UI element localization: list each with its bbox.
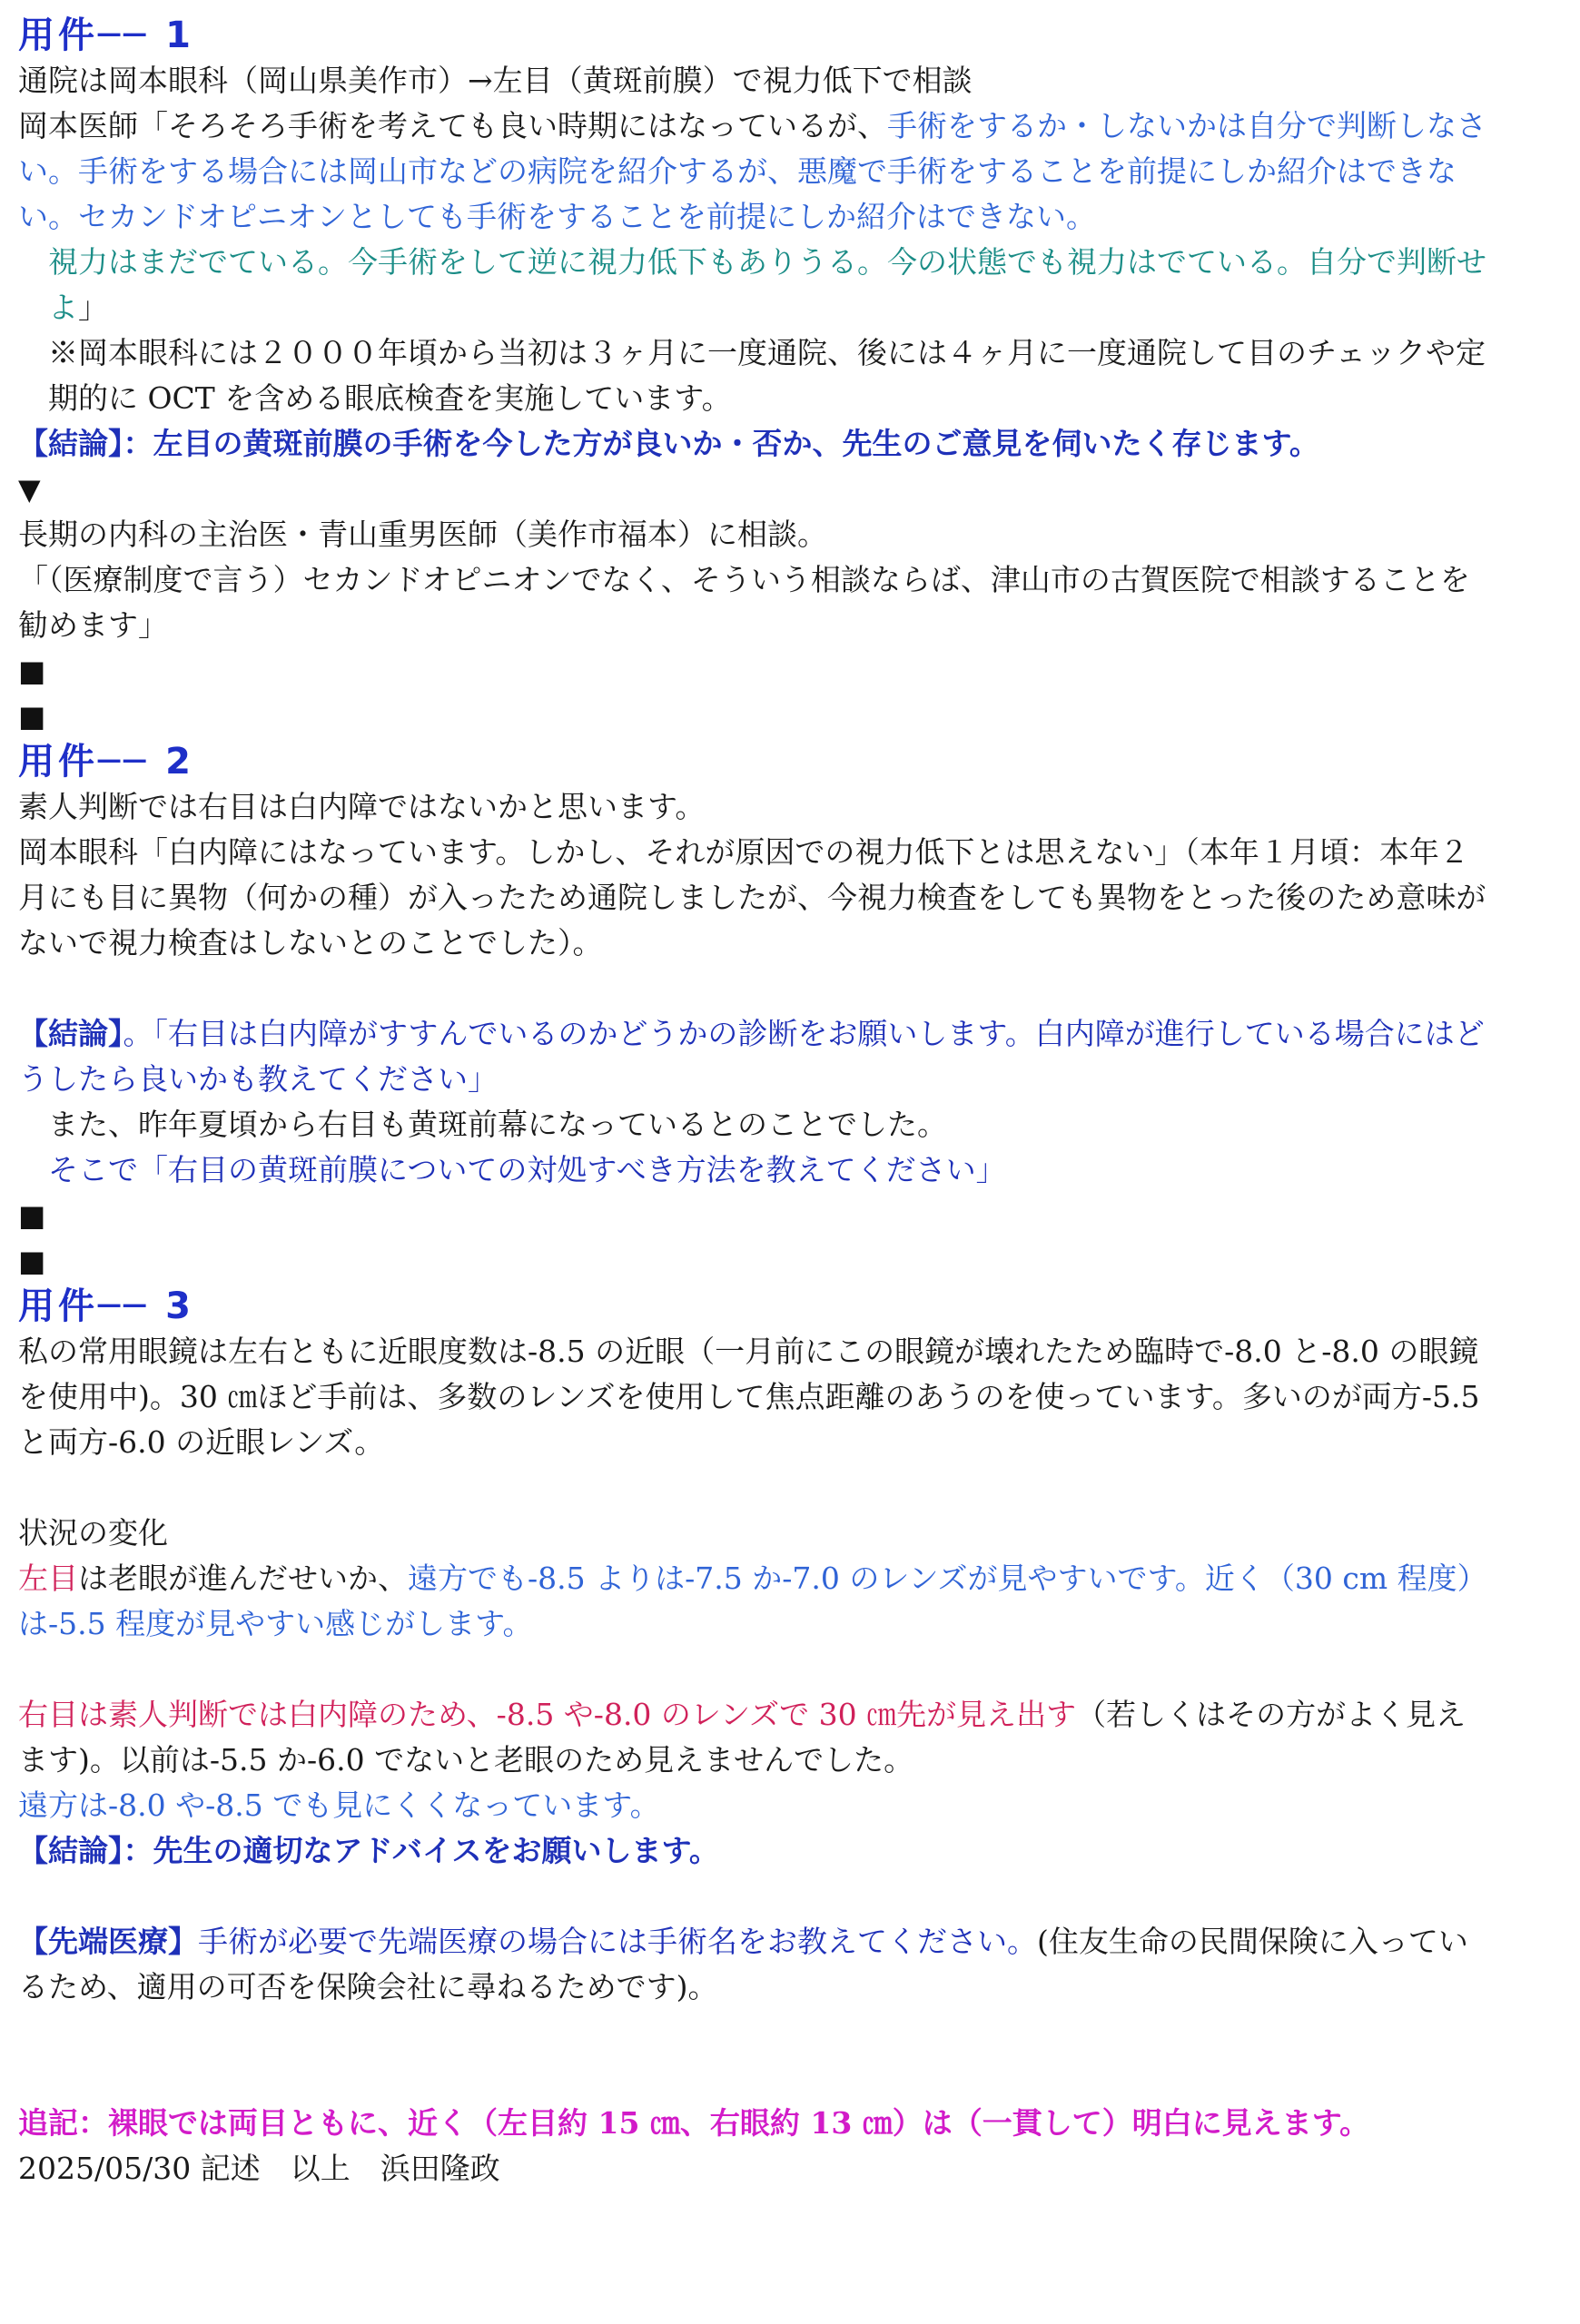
section3-change-title: 状況の変化 [18, 1515, 168, 1551]
section2-line3: また、昨年夏頃から右目も黄斑前幕になっているとのことでした。 [48, 1107, 947, 1142]
section1-quote-teal: 視力はまだでている。今手術をして逆に視力低下もありうる。今の状態でも視力はでている。自分で判断せよ [48, 244, 1486, 325]
section3-right-label: 右目 [18, 1697, 78, 1732]
section3-advanced-blue: 手術が必要で先端医療の場合には手術名をお教えてください。 [198, 1924, 1037, 1959]
section3-left-label: 左目 [18, 1561, 78, 1596]
section2-heading: 用件── 2 [18, 741, 194, 783]
section2-line4: そこで「右目の黄斑前膜についての対処すべき方法を教えてください」 [48, 1152, 1006, 1187]
section3-left-blue: 遠方でも-8.5 よりは-7.5 か-7.0 のレンズが見やすいです。近く（30 cm 程度）は-5.5 程度が見やすい感じがします。 [18, 1561, 1487, 1641]
spacer [18, 966, 1489, 1011]
section1-note: ※岡本眼科には２０００年頃から当初は３ヶ月に一度通院、後には４ヶ月に一度通院して目のチェックや定期的に OCT を含める眼底検査を実施しています。 [48, 335, 1486, 416]
section2-conclusion-text: 。「右目は白内障がすすんでいるのかどうかの診断をお願いします。白内障が進行している場合にはどうしたら良いかも教えてください」 [18, 1016, 1485, 1097]
signature: 2025/05/30 記述 以上 浜田隆政 [18, 2151, 500, 2186]
section3-heading: 用件── 3 [18, 1285, 194, 1327]
arrow-down-icon: ▼ [18, 472, 41, 507]
section2-conclusion-label: 【結論】 [18, 1016, 123, 1051]
separator-square-icon: ■ [18, 1244, 46, 1278]
section2-line1: 素人判断では右目は白内障ではないかと思います。 [18, 789, 706, 824]
section1-conclusion: 【結論】：左目の黄斑前膜の手術を今した方が良いか・否か、先生のご意見を伺いたく存じます。 [18, 426, 1319, 461]
section1-line1: 通院は岡本眼科（岡山県美作市）→左目（黄斑前膜）で視力低下で相談 [18, 63, 973, 98]
section3-right-eye [18, 1692, 1489, 1783]
section3-far-line: 遠方は-8.0 や-8.5 でも見にくくなっています。 [18, 1787, 660, 1823]
section3-advanced-label: 【先端医療】 [18, 1924, 198, 1959]
separator-square-icon: ■ [18, 699, 46, 734]
section2-line2: 岡本眼科「白内障にはなっています。しかし、それが原因での視力低下とは思えない」（本年１月頃：本年２月にも目に異物（何かの種）が入ったため通院しましたが、今視力検査をしても異物をとった後のため意味がないで視力検査はしないとのことでした）。 [18, 834, 1486, 960]
spacer [18, 1874, 1489, 1919]
separator-square-icon: ■ [18, 654, 46, 688]
section1-consult-line: 長期の内科の主治医・青山重男医師（美作市福本）に相談。 [18, 517, 827, 552]
section2-conclusion [18, 1011, 1489, 1102]
section3-line1: 私の常用眼鏡は左右ともに近眼度数は-8.5 の近眼（一月前にこの眼鏡が壊れたため臨時で-8.0 と-8.0 の眼鏡を使用中)。30 ㎝ほど手前は、多数のレンズを使用して焦点距離のあうのを使っています。多いのが両方-5.5 と両方-6.0 の近眼レンズ。 [18, 1334, 1480, 1460]
postscript: 追記：裸眼では両目ともに、近く（左目約 15 ㎝、右眼約 13 ㎝）は（一貫して）明白に見えます。 [18, 2105, 1370, 2141]
section3-right-red: は素人判断では白内障のため、-8.5 や-8.0 のレンズで 30 ㎝先が見え出す [78, 1697, 1077, 1732]
section1-quote-prefix: 岡本医師「そろそろ手術を考えても良い時期にはなっているが、 [18, 108, 887, 143]
section1-consult-quote: 「（医療制度で言う）セカンドオピニオンでなく、そういう相談ならば、津山市の古賀医院で相談することを勧めます」 [18, 562, 1470, 643]
section3-left-mid: は老眼が進んだせいか、 [78, 1561, 408, 1596]
spacer [18, 1647, 1489, 1692]
spacer [18, 2010, 1489, 2101]
section3-conclusion: 【結論】：先生の適切なアドバイスをお願いします。 [18, 1833, 719, 1868]
spacer [18, 1465, 1489, 1511]
section3-left-eye [18, 1556, 1489, 1647]
separator-square-icon: ■ [18, 1198, 46, 1233]
section1-quote [18, 103, 1489, 240]
section3-advanced [18, 1919, 1489, 2010]
section1-heading: 用件── 1 [18, 15, 194, 56]
section3-advanced-rest: (住友生命の民間保険に入っているため、適用の可否を保険会社に尋ねるためです)。 [18, 1924, 1468, 2004]
section1-quote-close: 」 [78, 290, 108, 325]
section1-quote-teal-line [18, 240, 1489, 330]
section1-quote-blue: 手術をするか・しないかは自分で判断しなさい。手術をする場合には岡山市などの病院を紹介するが、悪魔で手術をすることを前提にしか紹介はできない。セカンドオピニオンとしても手術をすることを前提にしか紹介はできない。 [18, 108, 1486, 234]
section3-right-rest: （若しくはその方がよく見えます)。以前は-5.5 か-6.0 でないと老眼のため見えませんでした。 [18, 1697, 1466, 1777]
